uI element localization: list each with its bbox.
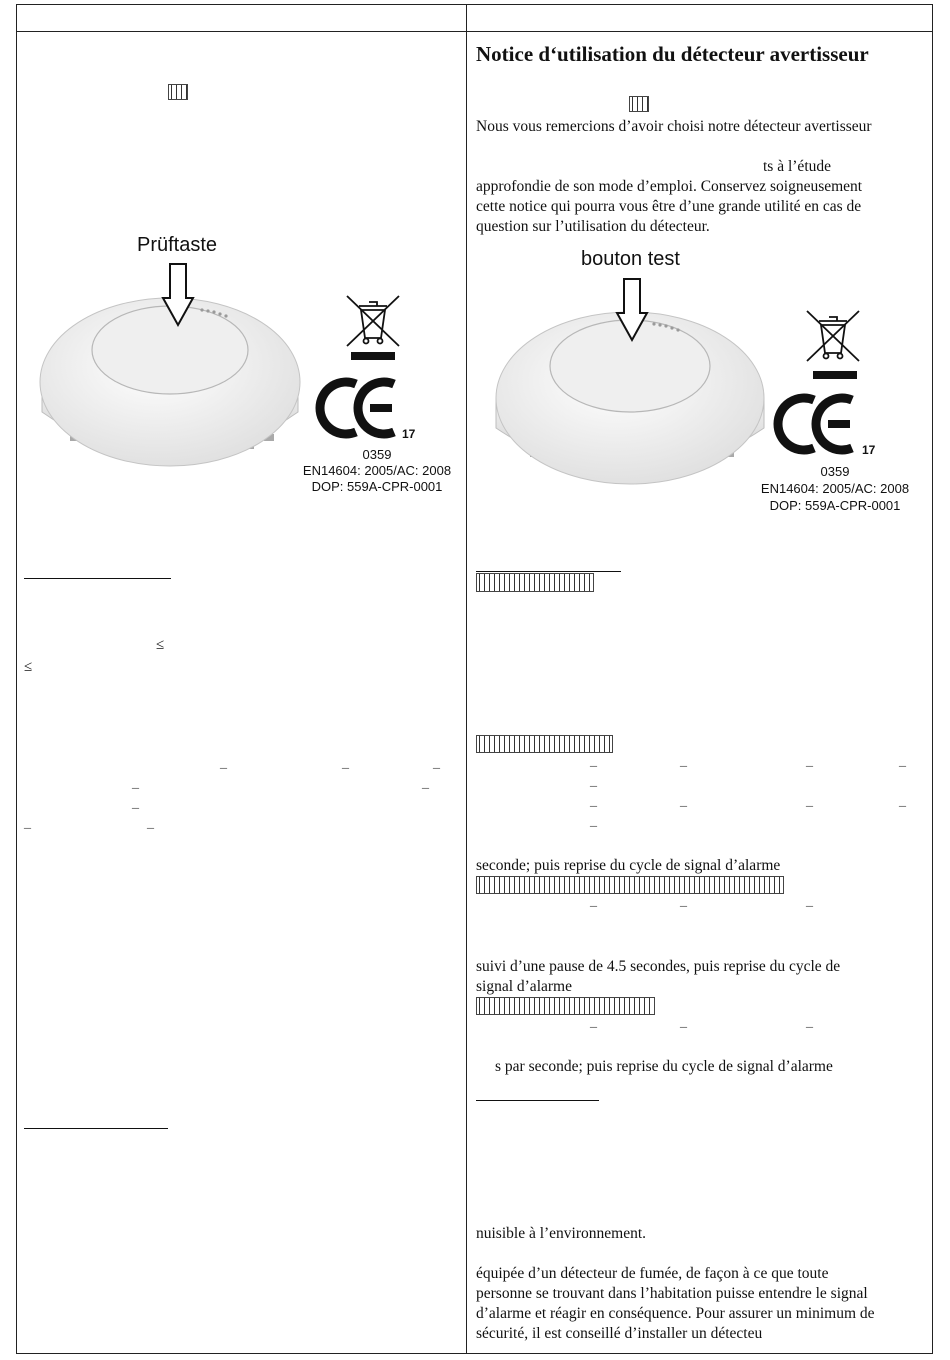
intro-line: question sur l’utilisation du détecteur. (476, 218, 710, 235)
cert-dop: DOP: 559A-CPR-0001 (311, 479, 443, 494)
dash-mark: _ (806, 754, 813, 769)
dash-mark: _ (590, 894, 597, 909)
cert-standard: EN14604: 2005/AC: 2008 (760, 481, 910, 496)
garbled-glyph-text (476, 735, 613, 753)
dash-mark: _ (899, 754, 906, 769)
column-divider (466, 4, 467, 1353)
section-heading-underline (24, 578, 171, 579)
dash-mark: _ (342, 756, 349, 771)
garbled-glyph-icon (629, 96, 649, 112)
section-heading-underline (476, 571, 621, 572)
weee-bin-icon (805, 309, 861, 381)
garbled-glyph-text (476, 997, 655, 1015)
dash-mark: _ (806, 794, 813, 809)
test-button-label-fr: bouton test (581, 248, 680, 270)
dash-mark: _ (220, 756, 227, 771)
intro-line: cette notice qui pourra vous être d’une grande utilité en cas de (476, 198, 862, 215)
leq-symbol: ≤ (24, 659, 33, 675)
page-title: Notice d‘utilisation du détecteur avertisseur (476, 42, 869, 66)
install-line: équipée d’un détecteur de fumée, de façon à ce que toute (476, 1265, 829, 1282)
alarm-cycle-line: s par seconde; puis reprise du cycle de signal d’alarme (495, 1058, 833, 1075)
leq-symbol: ≤ (156, 637, 165, 653)
install-line: sécurité, il est conseillé d’installer un détecteu (476, 1325, 763, 1342)
header-row-divider (16, 31, 933, 32)
dash-mark: _ (806, 1015, 813, 1030)
dash-mark: _ (680, 894, 687, 909)
alarm-cycle-line: seconde; puis reprise du cycle de signal d’alarme (476, 857, 781, 874)
cert-dop: DOP: 559A-CPR-0001 (769, 498, 901, 513)
intro-fragment: ts à l’étude (763, 158, 832, 175)
dash-mark: _ (147, 816, 154, 831)
ce-year-suffix: 17 (862, 443, 876, 457)
dash-mark: _ (590, 814, 597, 829)
intro-line: approfondie de son mode d’emploi. Conservez soigneusement (476, 178, 863, 195)
dash-mark: _ (680, 1015, 687, 1030)
install-line: d’alarme et réagir en conséquence. Pour assurer un minimum de (476, 1305, 875, 1322)
install-line: personne se trouvant dans l’habitation puisse entendre le signal (476, 1285, 868, 1302)
ce-year-suffix: 17 (402, 427, 416, 441)
alarm-cycle-line: signal d’alarme (476, 978, 572, 995)
environment-line: nuisible à l’environnement. (476, 1225, 647, 1242)
weee-bin-icon (345, 294, 401, 362)
dash-mark: _ (590, 1015, 597, 1030)
dash-mark: _ (590, 794, 597, 809)
dash-mark: _ (680, 754, 687, 769)
intro-thanks: Nous vous remercions d’avoir choisi notre détecteur avertisseur (476, 118, 872, 135)
dash-mark: _ (680, 794, 687, 809)
dash-mark: _ (899, 794, 906, 809)
section-heading-underline (24, 1128, 168, 1129)
test-arrow-icon (162, 262, 194, 328)
alarm-cycle-line: suivi d’une pause de 4.5 secondes, puis reprise du cycle de (476, 958, 841, 975)
garbled-glyph-text (476, 573, 594, 592)
dash-mark: _ (132, 796, 139, 811)
dash-mark: _ (590, 774, 597, 789)
garbled-glyph-icon (168, 84, 188, 100)
cert-notified-body: 0359 (362, 447, 392, 462)
cert-standard: EN14604: 2005/AC: 2008 (302, 463, 452, 478)
garbled-glyph-text (476, 876, 784, 894)
cert-notified-body: 0359 (820, 464, 850, 479)
dash-mark: _ (24, 816, 31, 831)
dash-mark: _ (132, 776, 139, 791)
dash-mark: _ (806, 894, 813, 909)
section-heading-underline (476, 1100, 599, 1101)
test-arrow-icon (616, 277, 648, 343)
dash-mark: _ (590, 754, 597, 769)
dash-mark: _ (422, 776, 429, 791)
test-button-label-de: Prüftaste (137, 234, 218, 256)
dash-mark: _ (433, 756, 440, 771)
